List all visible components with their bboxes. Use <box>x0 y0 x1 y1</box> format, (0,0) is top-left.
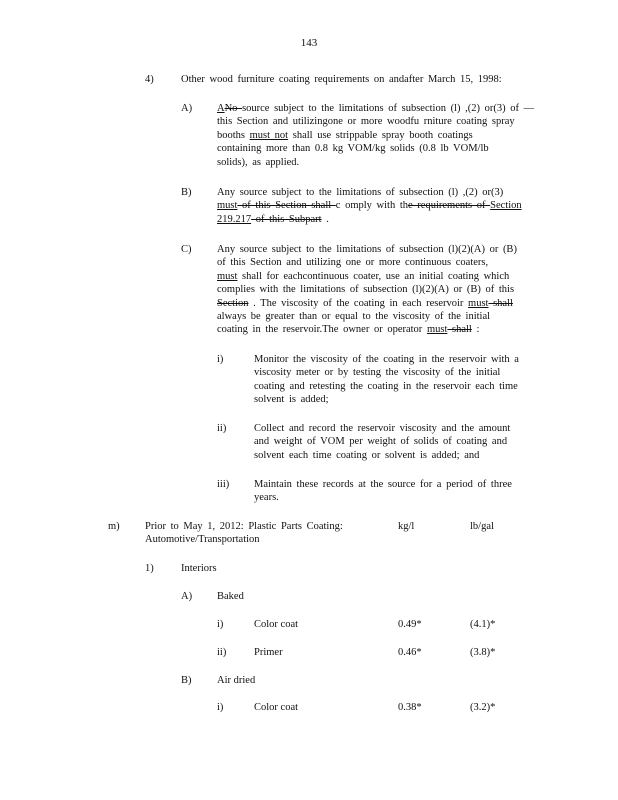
item-a-text-1: source subject to the limitations of subsection (l) ,(2) or(3) of — <box>242 103 535 114</box>
item-4-text: Other wood furniture coating requirements on andafter March 15, 1998: <box>181 74 502 85</box>
item-a-insert-a: A <box>217 103 225 114</box>
item-a-text-3a: booths <box>217 129 250 141</box>
sub-ii-paragraph <box>254 422 510 462</box>
air-dried-row-1-label: i) <box>217 702 224 713</box>
item-b-label: B) <box>181 187 192 198</box>
item-c-insert-must-3: must <box>426 324 448 336</box>
item-c-line-6: always be greater than or equal to the viscosity of the initial <box>217 311 491 323</box>
baked-row-1-kg: 0.49* <box>398 619 422 630</box>
item-c-line-3 <box>217 270 517 283</box>
item-a-line-5: solids), as applied. <box>217 156 300 168</box>
sub-i-paragraph <box>254 353 519 407</box>
baked-text: Baked <box>217 591 244 602</box>
sub-ii-line-2: and weight of VOM per weight of solids of coating and <box>254 436 508 448</box>
item-a-paragraph <box>217 102 534 169</box>
item-m-line-1: Prior to May 1, 2012: Plastic Parts Coating: <box>145 521 343 532</box>
baked-row-1-label: i) <box>217 619 224 630</box>
item-c-insert-must-2: must <box>468 297 489 309</box>
air-dried-row-1-name: Color coat <box>254 702 299 713</box>
item-c-deleted-shall-1: shall <box>488 297 513 309</box>
sub-i-line-2: viscosity meter or by testing the viscosity of the initial <box>254 367 501 379</box>
item-a-text-3b: shall use strippable spray booth coatings <box>288 129 473 141</box>
item-m-label: m) <box>108 521 120 532</box>
item-c-line-7 <box>217 323 517 336</box>
item-c-line-2: of this Section and utilizing one or more continuous coaters, <box>217 257 489 269</box>
sub-iii-line-1: Maintain these records at the source for a period of three <box>254 479 512 490</box>
item-a-label: A) <box>181 103 193 114</box>
item-c-text-7: coating in the reservoir.The owner or operator <box>217 324 427 336</box>
item-m-heading <box>145 520 343 547</box>
baked-row-1-lb: (4.1)* <box>470 619 496 630</box>
item-b-deleted-1: of this Section shall <box>237 200 336 212</box>
item-a-line-2: this Section and utilizingone or more woodfu rniture coating spray <box>217 116 515 128</box>
item-b-paragraph <box>217 186 522 226</box>
air-dried-text: Air dried <box>217 675 256 686</box>
item-c-insert-must-1: must <box>217 270 238 282</box>
item-c-line-4: complies with the limitations of subsection (l)(2)(A) or (B) of this <box>217 284 515 296</box>
item-b-line-1: Any source subject to the limitations of subsection (l) ,(2) or(3) <box>217 187 504 198</box>
air-dried-label: B) <box>181 675 192 686</box>
air-dried-row-1-kg: 0.38* <box>398 702 422 713</box>
item-b-insert-must: must <box>217 200 238 212</box>
item-b-insert-section: Section <box>490 200 522 212</box>
item-c-deleted-section: Section <box>217 297 249 309</box>
baked-row-1-name: Color coat <box>254 619 299 630</box>
sub-iii-label: iii) <box>217 479 230 490</box>
sub-ii-label: ii) <box>217 423 227 434</box>
air-dried-row-1-lb: (3.2)* <box>470 702 496 713</box>
baked-row-2-name: Primer <box>254 647 283 658</box>
item-c-line-5 <box>217 297 517 310</box>
item-b-text-2: c omply with th <box>335 200 409 212</box>
item-m-line-2: Automotive/Transportation <box>145 534 260 546</box>
item-c-colon: : <box>471 324 480 336</box>
unit-lb-header: lb/gal <box>470 521 494 532</box>
unit-kg-header: kg/l <box>398 521 415 532</box>
baked-label: A) <box>181 591 193 602</box>
baked-row-2-lb: (3.8)* <box>470 647 496 658</box>
item-b-deleted-2: e requirements of <box>408 200 491 212</box>
item-b-end: . <box>321 213 329 225</box>
baked-row-2-kg: 0.46* <box>398 647 422 658</box>
item-b-line-3 <box>217 213 522 226</box>
sub-iii-line-2: years. <box>254 492 279 504</box>
page-number: 143 <box>300 37 318 49</box>
item-a-line-4: containing more than 0.8 kg VOM/kg solids (0.8 lb VOM/lb <box>217 143 489 155</box>
sub-i-label: i) <box>217 354 224 365</box>
item-c-deleted-shall-2: shall <box>447 324 472 336</box>
item-c-line-1: Any source subject to the limitations of subsection (l)(2)(A) or (B) <box>217 244 517 255</box>
interiors-text: Interiors <box>181 563 217 574</box>
baked-row-2-label: ii) <box>217 647 227 658</box>
item-c-text-3: shall for eachcontinuous coater, use an initial coating which <box>237 270 510 282</box>
sub-i-line-3: coating and retesting the coating in the reservoir each time <box>254 380 518 392</box>
item-a-insert-must-not: must not <box>249 129 289 141</box>
item-4-label: 4) <box>145 74 154 85</box>
item-c-label: C) <box>181 244 192 255</box>
sub-ii-line-1: Collect and record the reservoir viscosity and the amount <box>254 423 511 434</box>
interiors-label: 1) <box>145 563 154 574</box>
item-c-text-5: . The viscosity of the coating in each reservoir <box>248 297 469 309</box>
sub-i-line-1: Monitor the viscosity of the coating in the reservoir with a <box>254 354 519 365</box>
sub-i-line-4: solvent is added; <box>254 394 329 406</box>
item-a-line-3 <box>217 129 534 142</box>
sub-iii-paragraph <box>254 478 512 505</box>
item-b-line-2 <box>217 199 522 212</box>
item-b-deleted-3: of this Subpart <box>251 213 322 225</box>
sub-ii-line-3: solvent each time coating or solvent is added; and <box>254 449 480 461</box>
item-a-line-1 <box>217 102 534 115</box>
item-c-paragraph <box>217 243 517 337</box>
item-a-deleted-no: No <box>224 103 243 114</box>
item-b-insert-219: 219.217 <box>217 213 252 225</box>
